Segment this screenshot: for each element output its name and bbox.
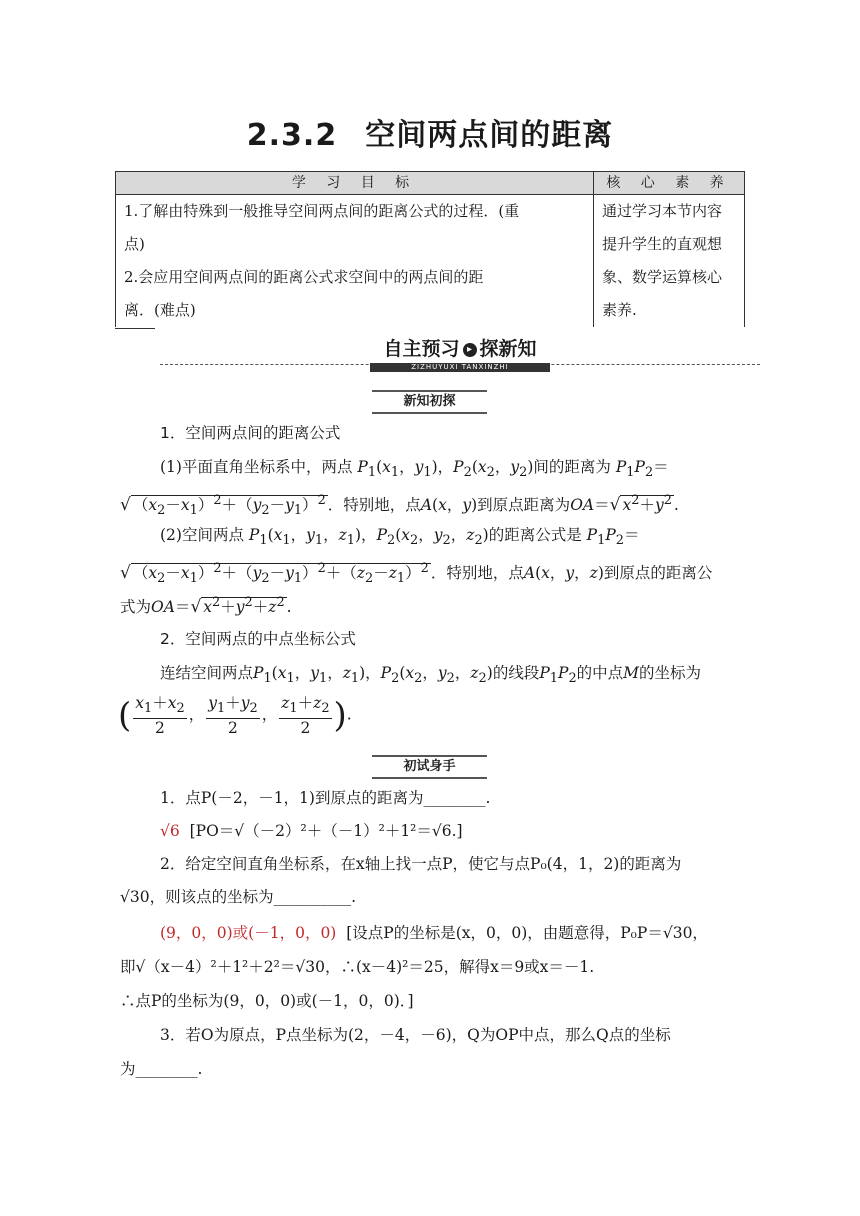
formula-space-origin: 式为OA＝√ $x^2+y^2+z^2$ . <box>120 595 292 618</box>
answer-1-value: √6 <box>160 822 180 840</box>
page-title <box>0 110 860 154</box>
section-number: 2.3.2 <box>246 118 338 153</box>
goal-line: 点) <box>124 235 145 253</box>
goal-line: 2.会应用空间两点间的距离公式求空间中的两点间的距 <box>124 268 484 286</box>
formula-plane: √ $(x_2-x_1)^2+(y_2-y_1)^2$ ．特别地，点A(x，y)到原点距离为OA＝√ $x^2+y^2$ . <box>120 493 679 519</box>
paragraph-midpoint: 连结空间两点$P_1(x_1$，$y_1$，$z_1$)，$P_2(x_2$，$y_2$，$z_2$)的线段$P_1P_2$的中点M的坐标为 <box>160 664 702 687</box>
answer-2-line3: ∴点P的坐标为(9，0，0)或(－1，0，0)．] <box>120 992 414 1010</box>
literacy-line: 通过学习本节内容 <box>602 202 723 220</box>
goal-line: 1.了解由特殊到一般推导空间两点间的距离公式的过程．(重 <box>124 202 520 220</box>
goal-line: 离．(难点) <box>124 301 196 319</box>
literacy-cell <box>594 195 745 328</box>
literacy-line: 素养. <box>602 301 637 319</box>
banner-title: 自主预习 ▸ 探新知 <box>370 336 550 362</box>
answer-2 <box>160 922 708 944</box>
heading-distance-formula: 1．空间两点间的距离公式 <box>160 424 341 442</box>
arrow-right-icon: ▸ <box>463 343 477 357</box>
literacy-header: 核 心 素 养 <box>594 172 745 195</box>
answer-2-value: (9，0，0)或(－1，0，0) <box>160 924 337 942</box>
goals-cell <box>116 195 594 328</box>
section-tag-new-knowledge: 新知初探 <box>372 390 487 414</box>
goals-header: 学 习 目 标 <box>116 172 594 195</box>
formula-space: √ $(x_2-x_1)^2+(y_2-y_1)^2+(z_2-z_1)^2$ ．特别地，点A(x，y，z)到原点的距离公 <box>120 561 713 587</box>
exercise-2-cont: √30，则该点的坐标为__________. <box>120 888 357 906</box>
answer-2-line2: 即√（x－4）²＋1²＋2²＝√30，∴(x－4)²＝25，解得x＝9或x＝－1. <box>120 958 595 976</box>
paragraph-plane: (1)平面直角坐标系中，两点 $P_1(x_1$，$y_1$)，$P_2(x_2$，$y_2$)间的距离为 $P_1P_2=$ <box>160 458 669 481</box>
literacy-line: 象、数学运算核心 <box>602 268 723 286</box>
literacy-line: 提升学生的直观想 <box>602 235 723 253</box>
exercise-2: 2．给定空间直角坐标系，在x轴上找一点P，使它与点P₀(4，1，2)的距离为 <box>160 855 682 873</box>
answer-1 <box>160 820 463 842</box>
paragraph-space: (2)空间两点 $P_1(x_1$，$y_1$，$z_1$)，$P_2(x_2$，$y_2$，$z_2$)的距离公式是 $P_1P_2=$ <box>160 526 640 549</box>
heading-midpoint-formula: 2．空间两点的中点坐标公式 <box>160 630 356 648</box>
table-bottom-rule <box>115 328 155 329</box>
formula-midpoint: ( $\frac{x_1+x_2}{2}$ ， $\frac{y_1+y_2}{2}$ ， $\frac{z_1+z_2}{2}$ ). <box>118 694 352 738</box>
exercise-3-cont: 为________. <box>120 1060 203 1078</box>
learning-goals-table <box>115 171 745 327</box>
exercise-3: 3．若O为原点，P点坐标为(2，－4，－6)，Q为OP中点，那么Q点的坐标 <box>160 1026 671 1044</box>
answer-2-explanation: [设点P的坐标是(x，0，0)，由题意得，P₀P＝√30， <box>346 924 708 942</box>
section-banner <box>160 336 760 370</box>
answer-1-explanation: [PO＝√（－2）²＋（－1）²＋1²＝√6.] <box>189 822 463 840</box>
banner-pinyin: ZIZHUYUXI TANXINZHI <box>370 363 550 372</box>
section-title: 空间两点间的距离 <box>365 118 614 153</box>
exercise-1: 1．点P(－2，－1，1)到原点的距离为________. <box>160 789 491 807</box>
section-tag-try: 初试身手 <box>372 755 487 779</box>
